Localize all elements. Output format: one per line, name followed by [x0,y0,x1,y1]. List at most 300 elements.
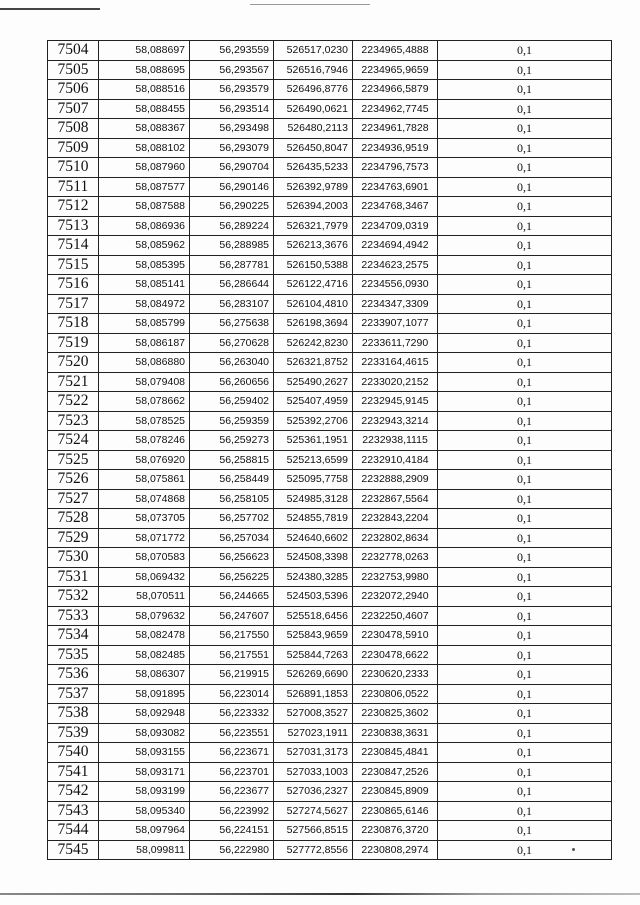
table-row [48,372,612,392]
x-coordinate-cell: 525392,2706 [274,411,353,431]
accuracy-cell: 0,1 [438,665,612,685]
y-coordinate-cell: 2232072,2940 [353,587,438,607]
accuracy-cell: 0,1 [438,197,612,217]
y-coordinate-cell: 2233164,4615 [353,353,438,373]
longitude-cell: 56,260656 [190,372,274,392]
x-coordinate-cell: 526269,6690 [274,665,353,685]
point-number-cell: 7529 [48,528,99,548]
y-coordinate-cell: 2232778,0263 [353,548,438,568]
y-coordinate-cell: 2230808,2974 [353,840,438,860]
latitude-cell: 58,088367 [99,119,190,139]
table-row [48,431,612,451]
table-row [48,216,612,236]
table-row [48,509,612,529]
x-coordinate-cell: 527772,8556 [274,840,353,860]
y-coordinate-cell: 2232945,9145 [353,392,438,412]
latitude-cell: 58,069432 [99,567,190,587]
longitude-cell: 56,217551 [190,645,274,665]
accuracy-cell: 0,1 [438,60,612,80]
point-number-cell: 7527 [48,489,99,509]
y-coordinate-cell: 2232802,8634 [353,528,438,548]
accuracy-cell: 0,1 [438,626,612,646]
y-coordinate-cell: 2234965,9659 [353,60,438,80]
accuracy-cell: 0,1 [438,99,612,119]
x-coordinate-cell: 524855,7819 [274,509,353,529]
latitude-cell: 58,087577 [99,177,190,197]
x-coordinate-cell: 527036,2327 [274,782,353,802]
y-coordinate-cell: 2234347,3309 [353,294,438,314]
accuracy-cell: 0,1 [438,41,612,61]
x-coordinate-cell: 526394,2003 [274,197,353,217]
point-number-cell: 7540 [48,743,99,763]
point-number-cell: 7538 [48,704,99,724]
accuracy-cell: 0,1 [438,684,612,704]
x-coordinate-cell: 527566,8515 [274,821,353,841]
table-row [48,762,612,782]
longitude-cell: 56,289224 [190,216,274,236]
x-coordinate-cell: 524380,3285 [274,567,353,587]
y-coordinate-cell: 2232843,2204 [353,509,438,529]
y-coordinate-cell: 2230806,0522 [353,684,438,704]
accuracy-cell: 0,1 [438,177,612,197]
x-coordinate-cell: 526321,7979 [274,216,353,236]
y-coordinate-cell: 2234709,0319 [353,216,438,236]
longitude-cell: 56,258815 [190,450,274,470]
y-coordinate-cell: 2234556,0930 [353,275,438,295]
point-number-cell: 7513 [48,216,99,236]
y-coordinate-cell: 2232943,3214 [353,411,438,431]
y-coordinate-cell: 2230847,2526 [353,762,438,782]
accuracy-cell: 0,1 [438,567,612,587]
table-row [48,684,612,704]
table-row [48,489,612,509]
y-coordinate-cell: 2230478,6622 [353,645,438,665]
point-number-cell: 7515 [48,255,99,275]
x-coordinate-cell: 526392,9789 [274,177,353,197]
table-row [48,177,612,197]
accuracy-cell: 0,1 [438,645,612,665]
table-row [48,665,612,685]
latitude-cell: 58,078246 [99,431,190,451]
latitude-cell: 58,073705 [99,509,190,529]
y-coordinate-cell: 2233907,1077 [353,314,438,334]
table-row [48,392,612,412]
accuracy-cell: 0,1 [438,528,612,548]
latitude-cell: 58,078525 [99,411,190,431]
table-row [48,723,612,743]
longitude-cell: 56,288985 [190,236,274,256]
y-coordinate-cell: 2232867,5564 [353,489,438,509]
longitude-cell: 56,259359 [190,411,274,431]
longitude-cell: 56,247607 [190,606,274,626]
accuracy-cell: 0,1 [438,236,612,256]
table-row [48,333,612,353]
latitude-cell: 58,087588 [99,197,190,217]
x-coordinate-cell: 526321,8752 [274,353,353,373]
y-coordinate-cell: 2234623,2575 [353,255,438,275]
table-row [48,801,612,821]
x-coordinate-cell: 526517,0230 [274,41,353,61]
table-row [48,606,612,626]
table-row [48,80,612,100]
x-coordinate-cell: 525490,2627 [274,372,353,392]
x-coordinate-cell: 526150,5388 [274,255,353,275]
longitude-cell: 56,256623 [190,548,274,568]
x-coordinate-cell: 525095,7758 [274,470,353,490]
x-coordinate-cell: 525407,4959 [274,392,353,412]
point-number-cell: 7504 [48,41,99,61]
point-number-cell: 7541 [48,762,99,782]
scan-edge-line-bottom [0,893,640,895]
latitude-cell: 58,070511 [99,587,190,607]
scan-speck [572,848,575,851]
longitude-cell: 56,219915 [190,665,274,685]
point-number-cell: 7519 [48,333,99,353]
coordinates-table [47,40,612,860]
x-coordinate-cell: 524640,6602 [274,528,353,548]
x-coordinate-cell: 526104,4810 [274,294,353,314]
latitude-cell: 58,075861 [99,470,190,490]
latitude-cell: 58,093155 [99,743,190,763]
latitude-cell: 58,070583 [99,548,190,568]
y-coordinate-cell: 2234763,6901 [353,177,438,197]
x-coordinate-cell: 526516,7946 [274,60,353,80]
longitude-cell: 56,263040 [190,353,274,373]
point-number-cell: 7507 [48,99,99,119]
latitude-cell: 58,092948 [99,704,190,724]
y-coordinate-cell: 2232938,1115 [353,431,438,451]
scan-edge-mark [250,4,370,5]
latitude-cell: 58,091895 [99,684,190,704]
x-coordinate-cell: 526198,3694 [274,314,353,334]
point-number-cell: 7524 [48,431,99,451]
y-coordinate-cell: 2234936,9519 [353,138,438,158]
longitude-cell: 56,293567 [190,60,274,80]
x-coordinate-cell: 526242,8230 [274,333,353,353]
table-row [48,470,612,490]
table-row [48,275,612,295]
point-number-cell: 7512 [48,197,99,217]
table-row [48,99,612,119]
point-number-cell: 7520 [48,353,99,373]
latitude-cell: 58,085799 [99,314,190,334]
longitude-cell: 56,259402 [190,392,274,412]
accuracy-cell: 0,1 [438,762,612,782]
latitude-cell: 58,082485 [99,645,190,665]
table-row [48,782,612,802]
x-coordinate-cell: 527023,1911 [274,723,353,743]
x-coordinate-cell: 526213,3676 [274,236,353,256]
latitude-cell: 58,093171 [99,762,190,782]
latitude-cell: 58,085141 [99,275,190,295]
point-number-cell: 7525 [48,450,99,470]
table-row [48,743,612,763]
latitude-cell: 58,084972 [99,294,190,314]
latitude-cell: 58,085962 [99,236,190,256]
point-number-cell: 7509 [48,138,99,158]
accuracy-cell: 0,1 [438,743,612,763]
latitude-cell: 58,088697 [99,41,190,61]
table-row [48,314,612,334]
point-number-cell: 7539 [48,723,99,743]
accuracy-cell: 0,1 [438,704,612,724]
accuracy-cell: 0,1 [438,138,612,158]
x-coordinate-cell: 526490,0621 [274,99,353,119]
longitude-cell: 56,259273 [190,431,274,451]
point-number-cell: 7530 [48,548,99,568]
point-number-cell: 7531 [48,567,99,587]
scan-edge-line [0,8,100,10]
table-row [48,548,612,568]
x-coordinate-cell: 525518,6456 [274,606,353,626]
point-number-cell: 7535 [48,645,99,665]
y-coordinate-cell: 2234768,3467 [353,197,438,217]
point-number-cell: 7545 [48,840,99,860]
longitude-cell: 56,293498 [190,119,274,139]
longitude-cell: 56,222980 [190,840,274,860]
latitude-cell: 58,097964 [99,821,190,841]
x-coordinate-cell: 525843,9659 [274,626,353,646]
y-coordinate-cell: 2230838,3631 [353,723,438,743]
longitude-cell: 56,257702 [190,509,274,529]
latitude-cell: 58,086307 [99,665,190,685]
accuracy-cell: 0,1 [438,275,612,295]
accuracy-cell: 0,1 [438,216,612,236]
latitude-cell: 58,093199 [99,782,190,802]
accuracy-cell: 0,1 [438,548,612,568]
accuracy-cell: 0,1 [438,840,612,860]
longitude-cell: 56,223992 [190,801,274,821]
accuracy-cell: 0,1 [438,431,612,451]
x-coordinate-cell: 525844,7263 [274,645,353,665]
accuracy-cell: 0,1 [438,392,612,412]
y-coordinate-cell: 2232888,2909 [353,470,438,490]
y-coordinate-cell: 2233611,7290 [353,333,438,353]
y-coordinate-cell: 2234796,7573 [353,158,438,178]
latitude-cell: 58,088516 [99,80,190,100]
longitude-cell: 56,223677 [190,782,274,802]
y-coordinate-cell: 2234694,4942 [353,236,438,256]
table-row [48,60,612,80]
longitude-cell: 56,290225 [190,197,274,217]
y-coordinate-cell: 2230845,4841 [353,743,438,763]
latitude-cell: 58,085395 [99,255,190,275]
y-coordinate-cell: 2230865,6146 [353,801,438,821]
y-coordinate-cell: 2232753,9980 [353,567,438,587]
x-coordinate-cell: 524508,3398 [274,548,353,568]
x-coordinate-cell: 524985,3128 [274,489,353,509]
longitude-cell: 56,290146 [190,177,274,197]
latitude-cell: 58,078662 [99,392,190,412]
point-number-cell: 7511 [48,177,99,197]
y-coordinate-cell: 2230620,2333 [353,665,438,685]
table-row [48,626,612,646]
longitude-cell: 56,293079 [190,138,274,158]
x-coordinate-cell: 526450,8047 [274,138,353,158]
table-row [48,41,612,61]
accuracy-cell: 0,1 [438,314,612,334]
longitude-cell: 56,224151 [190,821,274,841]
point-number-cell: 7517 [48,294,99,314]
accuracy-cell: 0,1 [438,450,612,470]
table-row [48,840,612,860]
y-coordinate-cell: 2234961,7828 [353,119,438,139]
accuracy-cell: 0,1 [438,509,612,529]
table-row [48,587,612,607]
latitude-cell: 58,082478 [99,626,190,646]
longitude-cell: 56,258449 [190,470,274,490]
accuracy-cell: 0,1 [438,255,612,275]
accuracy-cell: 0,1 [438,411,612,431]
point-number-cell: 7537 [48,684,99,704]
point-number-cell: 7521 [48,372,99,392]
table-row [48,138,612,158]
longitude-cell: 56,244665 [190,587,274,607]
point-number-cell: 7523 [48,411,99,431]
x-coordinate-cell: 526122,4716 [274,275,353,295]
point-number-cell: 7518 [48,314,99,334]
y-coordinate-cell: 2230876,3720 [353,821,438,841]
x-coordinate-cell: 527008,3527 [274,704,353,724]
accuracy-cell: 0,1 [438,587,612,607]
point-number-cell: 7506 [48,80,99,100]
point-number-cell: 7516 [48,275,99,295]
x-coordinate-cell: 527031,3173 [274,743,353,763]
y-coordinate-cell: 2234962,7745 [353,99,438,119]
y-coordinate-cell: 2234966,5879 [353,80,438,100]
y-coordinate-cell: 2234965,4888 [353,41,438,61]
accuracy-cell: 0,1 [438,294,612,314]
accuracy-cell: 0,1 [438,119,612,139]
accuracy-cell: 0,1 [438,801,612,821]
table-row [48,821,612,841]
y-coordinate-cell: 2230845,8909 [353,782,438,802]
x-coordinate-cell: 524503,5396 [274,587,353,607]
latitude-cell: 58,088455 [99,99,190,119]
accuracy-cell: 0,1 [438,333,612,353]
longitude-cell: 56,257034 [190,528,274,548]
latitude-cell: 58,088695 [99,60,190,80]
table-row [48,255,612,275]
latitude-cell: 58,074868 [99,489,190,509]
x-coordinate-cell: 526891,1853 [274,684,353,704]
point-number-cell: 7522 [48,392,99,412]
table-row [48,528,612,548]
point-number-cell: 7528 [48,509,99,529]
latitude-cell: 58,086936 [99,216,190,236]
longitude-cell: 56,283107 [190,294,274,314]
accuracy-cell: 0,1 [438,782,612,802]
x-coordinate-cell: 525213,6599 [274,450,353,470]
point-number-cell: 7534 [48,626,99,646]
longitude-cell: 56,223671 [190,743,274,763]
accuracy-cell: 0,1 [438,606,612,626]
point-number-cell: 7533 [48,606,99,626]
coordinates-table-body [48,41,612,860]
y-coordinate-cell: 2232910,4184 [353,450,438,470]
latitude-cell: 58,093082 [99,723,190,743]
accuracy-cell: 0,1 [438,80,612,100]
table-row [48,704,612,724]
x-coordinate-cell: 526435,5233 [274,158,353,178]
accuracy-cell: 0,1 [438,353,612,373]
point-number-cell: 7536 [48,665,99,685]
table-row [48,645,612,665]
longitude-cell: 56,287781 [190,255,274,275]
y-coordinate-cell: 2230478,5910 [353,626,438,646]
latitude-cell: 58,088102 [99,138,190,158]
point-number-cell: 7505 [48,60,99,80]
point-number-cell: 7544 [48,821,99,841]
point-number-cell: 7526 [48,470,99,490]
accuracy-cell: 0,1 [438,372,612,392]
latitude-cell: 58,095340 [99,801,190,821]
table-row [48,119,612,139]
x-coordinate-cell: 526496,8776 [274,80,353,100]
x-coordinate-cell: 525361,1951 [274,431,353,451]
point-number-cell: 7510 [48,158,99,178]
accuracy-cell: 0,1 [438,158,612,178]
table-row [48,294,612,314]
y-coordinate-cell: 2233020,2152 [353,372,438,392]
longitude-cell: 56,223332 [190,704,274,724]
latitude-cell: 58,087960 [99,158,190,178]
longitude-cell: 56,293579 [190,80,274,100]
x-coordinate-cell: 527274,5627 [274,801,353,821]
latitude-cell: 58,071772 [99,528,190,548]
point-number-cell: 7543 [48,801,99,821]
accuracy-cell: 0,1 [438,470,612,490]
table-row [48,197,612,217]
table-row [48,411,612,431]
longitude-cell: 56,223701 [190,762,274,782]
table-row [48,236,612,256]
y-coordinate-cell: 2232250,4607 [353,606,438,626]
accuracy-cell: 0,1 [438,821,612,841]
latitude-cell: 58,076920 [99,450,190,470]
table-row [48,450,612,470]
latitude-cell: 58,079632 [99,606,190,626]
longitude-cell: 56,270628 [190,333,274,353]
longitude-cell: 56,293559 [190,41,274,61]
x-coordinate-cell: 526480,2113 [274,119,353,139]
x-coordinate-cell: 527033,1003 [274,762,353,782]
table-row [48,353,612,373]
table-row [48,158,612,178]
point-number-cell: 7508 [48,119,99,139]
accuracy-cell: 0,1 [438,723,612,743]
longitude-cell: 56,256225 [190,567,274,587]
latitude-cell: 58,099811 [99,840,190,860]
table-row [48,567,612,587]
longitude-cell: 56,223014 [190,684,274,704]
longitude-cell: 56,290704 [190,158,274,178]
point-number-cell: 7514 [48,236,99,256]
point-number-cell: 7542 [48,782,99,802]
point-number-cell: 7532 [48,587,99,607]
latitude-cell: 58,086187 [99,333,190,353]
latitude-cell: 58,079408 [99,372,190,392]
y-coordinate-cell: 2230825,3602 [353,704,438,724]
longitude-cell: 56,223551 [190,723,274,743]
longitude-cell: 56,286644 [190,275,274,295]
longitude-cell: 56,217550 [190,626,274,646]
latitude-cell: 58,086880 [99,353,190,373]
longitude-cell: 56,258105 [190,489,274,509]
longitude-cell: 56,275638 [190,314,274,334]
longitude-cell: 56,293514 [190,99,274,119]
accuracy-cell: 0,1 [438,489,612,509]
